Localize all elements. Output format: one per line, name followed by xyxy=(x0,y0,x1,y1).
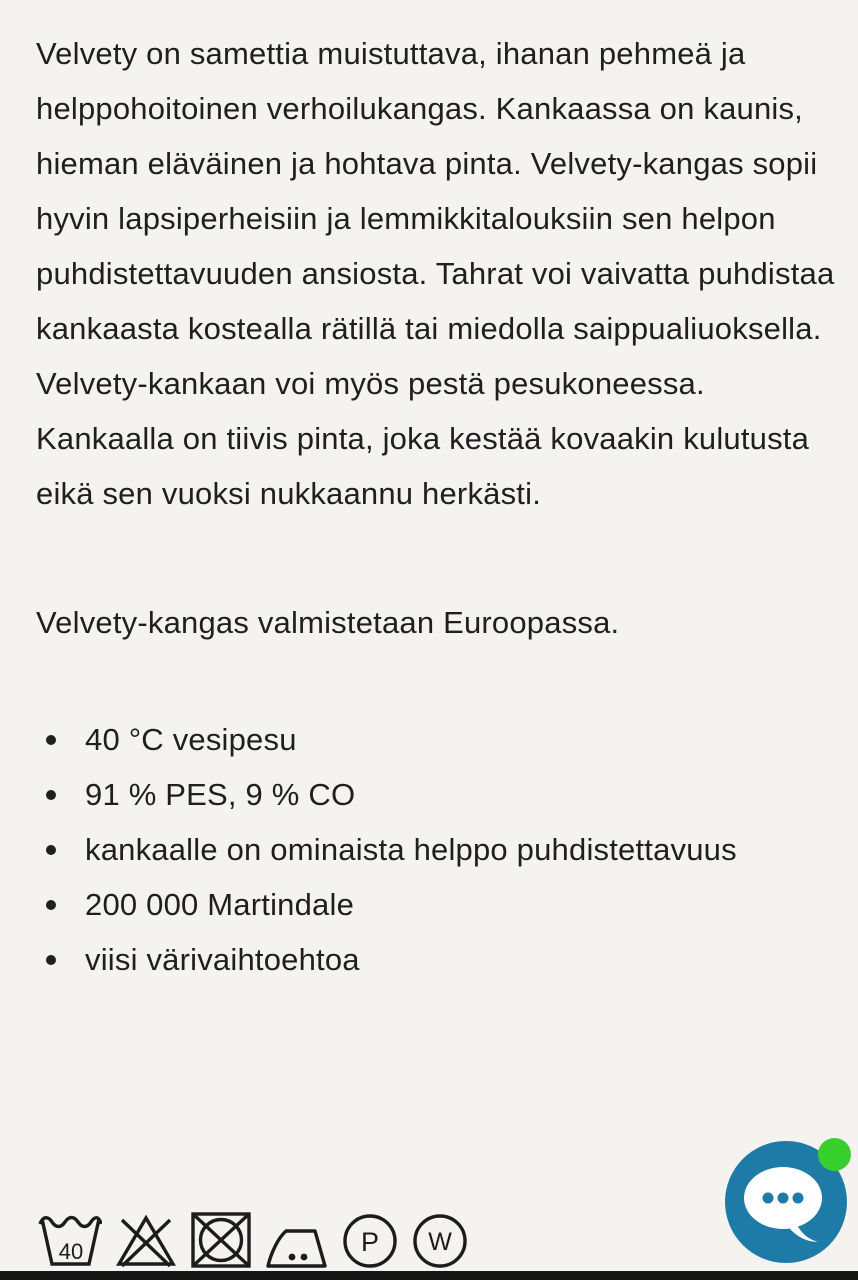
professional-wet-clean-icon xyxy=(412,1213,468,1269)
do-not-bleach-icon xyxy=(116,1213,176,1269)
bottom-bar xyxy=(0,1271,858,1280)
fabric-origin-paragraph: Velvety-kangas valmistetaan Euroopassa. xyxy=(36,605,620,640)
fabric-description-paragraph: Velvety on samettia muistuttava, ihanan pehmeä ja helppohoitoinen verhoilukangas. Kankaassa on kaunis, hieman eläväinen ja hohtava pinta. Velvety-kangas sopii hyvin lapsiperheisiin ja lemmikkitalouksiin sen helpon puhdistettavuuden ansiosta. Tahrat voi vaivatta puhdistaa kankaasta kostealla rätillä tai miedolla saippualiuoksella. Velvety-kankaan voi myös pestä pesukoneessa. Kankaalla on tiivis pinta, joka kestää kovaakin kulutusta eikä sen vuoksi nukkaannu herkästi. xyxy=(36,36,835,511)
feature-list xyxy=(36,712,840,987)
dry-clean-letter: P xyxy=(360,1227,380,1257)
professional-dry-clean-icon xyxy=(342,1213,398,1269)
do-not-tumble-dry-icon xyxy=(190,1211,252,1269)
list-item: 200 000 Martindale xyxy=(36,877,840,932)
wet-clean-letter: W xyxy=(428,1228,452,1256)
iron-medium-heat-icon xyxy=(266,1225,328,1269)
chat-notification-badge xyxy=(818,1138,851,1171)
machine-wash-40c-icon xyxy=(38,1213,102,1269)
list-item: kankaalle on ominaista helppo puhdistettavuus xyxy=(36,822,840,877)
list-item: viisi värivaihtoehtoa xyxy=(36,932,840,987)
wash-temperature-label: 40 xyxy=(58,1239,84,1264)
list-item: 91 % PES, 9 % CO xyxy=(36,767,840,822)
care-symbols-row xyxy=(38,1211,468,1269)
list-item: 40 °C vesipesu xyxy=(36,712,840,767)
product-description-content xyxy=(36,26,840,987)
chat-widget-button[interactable] xyxy=(725,1141,847,1263)
